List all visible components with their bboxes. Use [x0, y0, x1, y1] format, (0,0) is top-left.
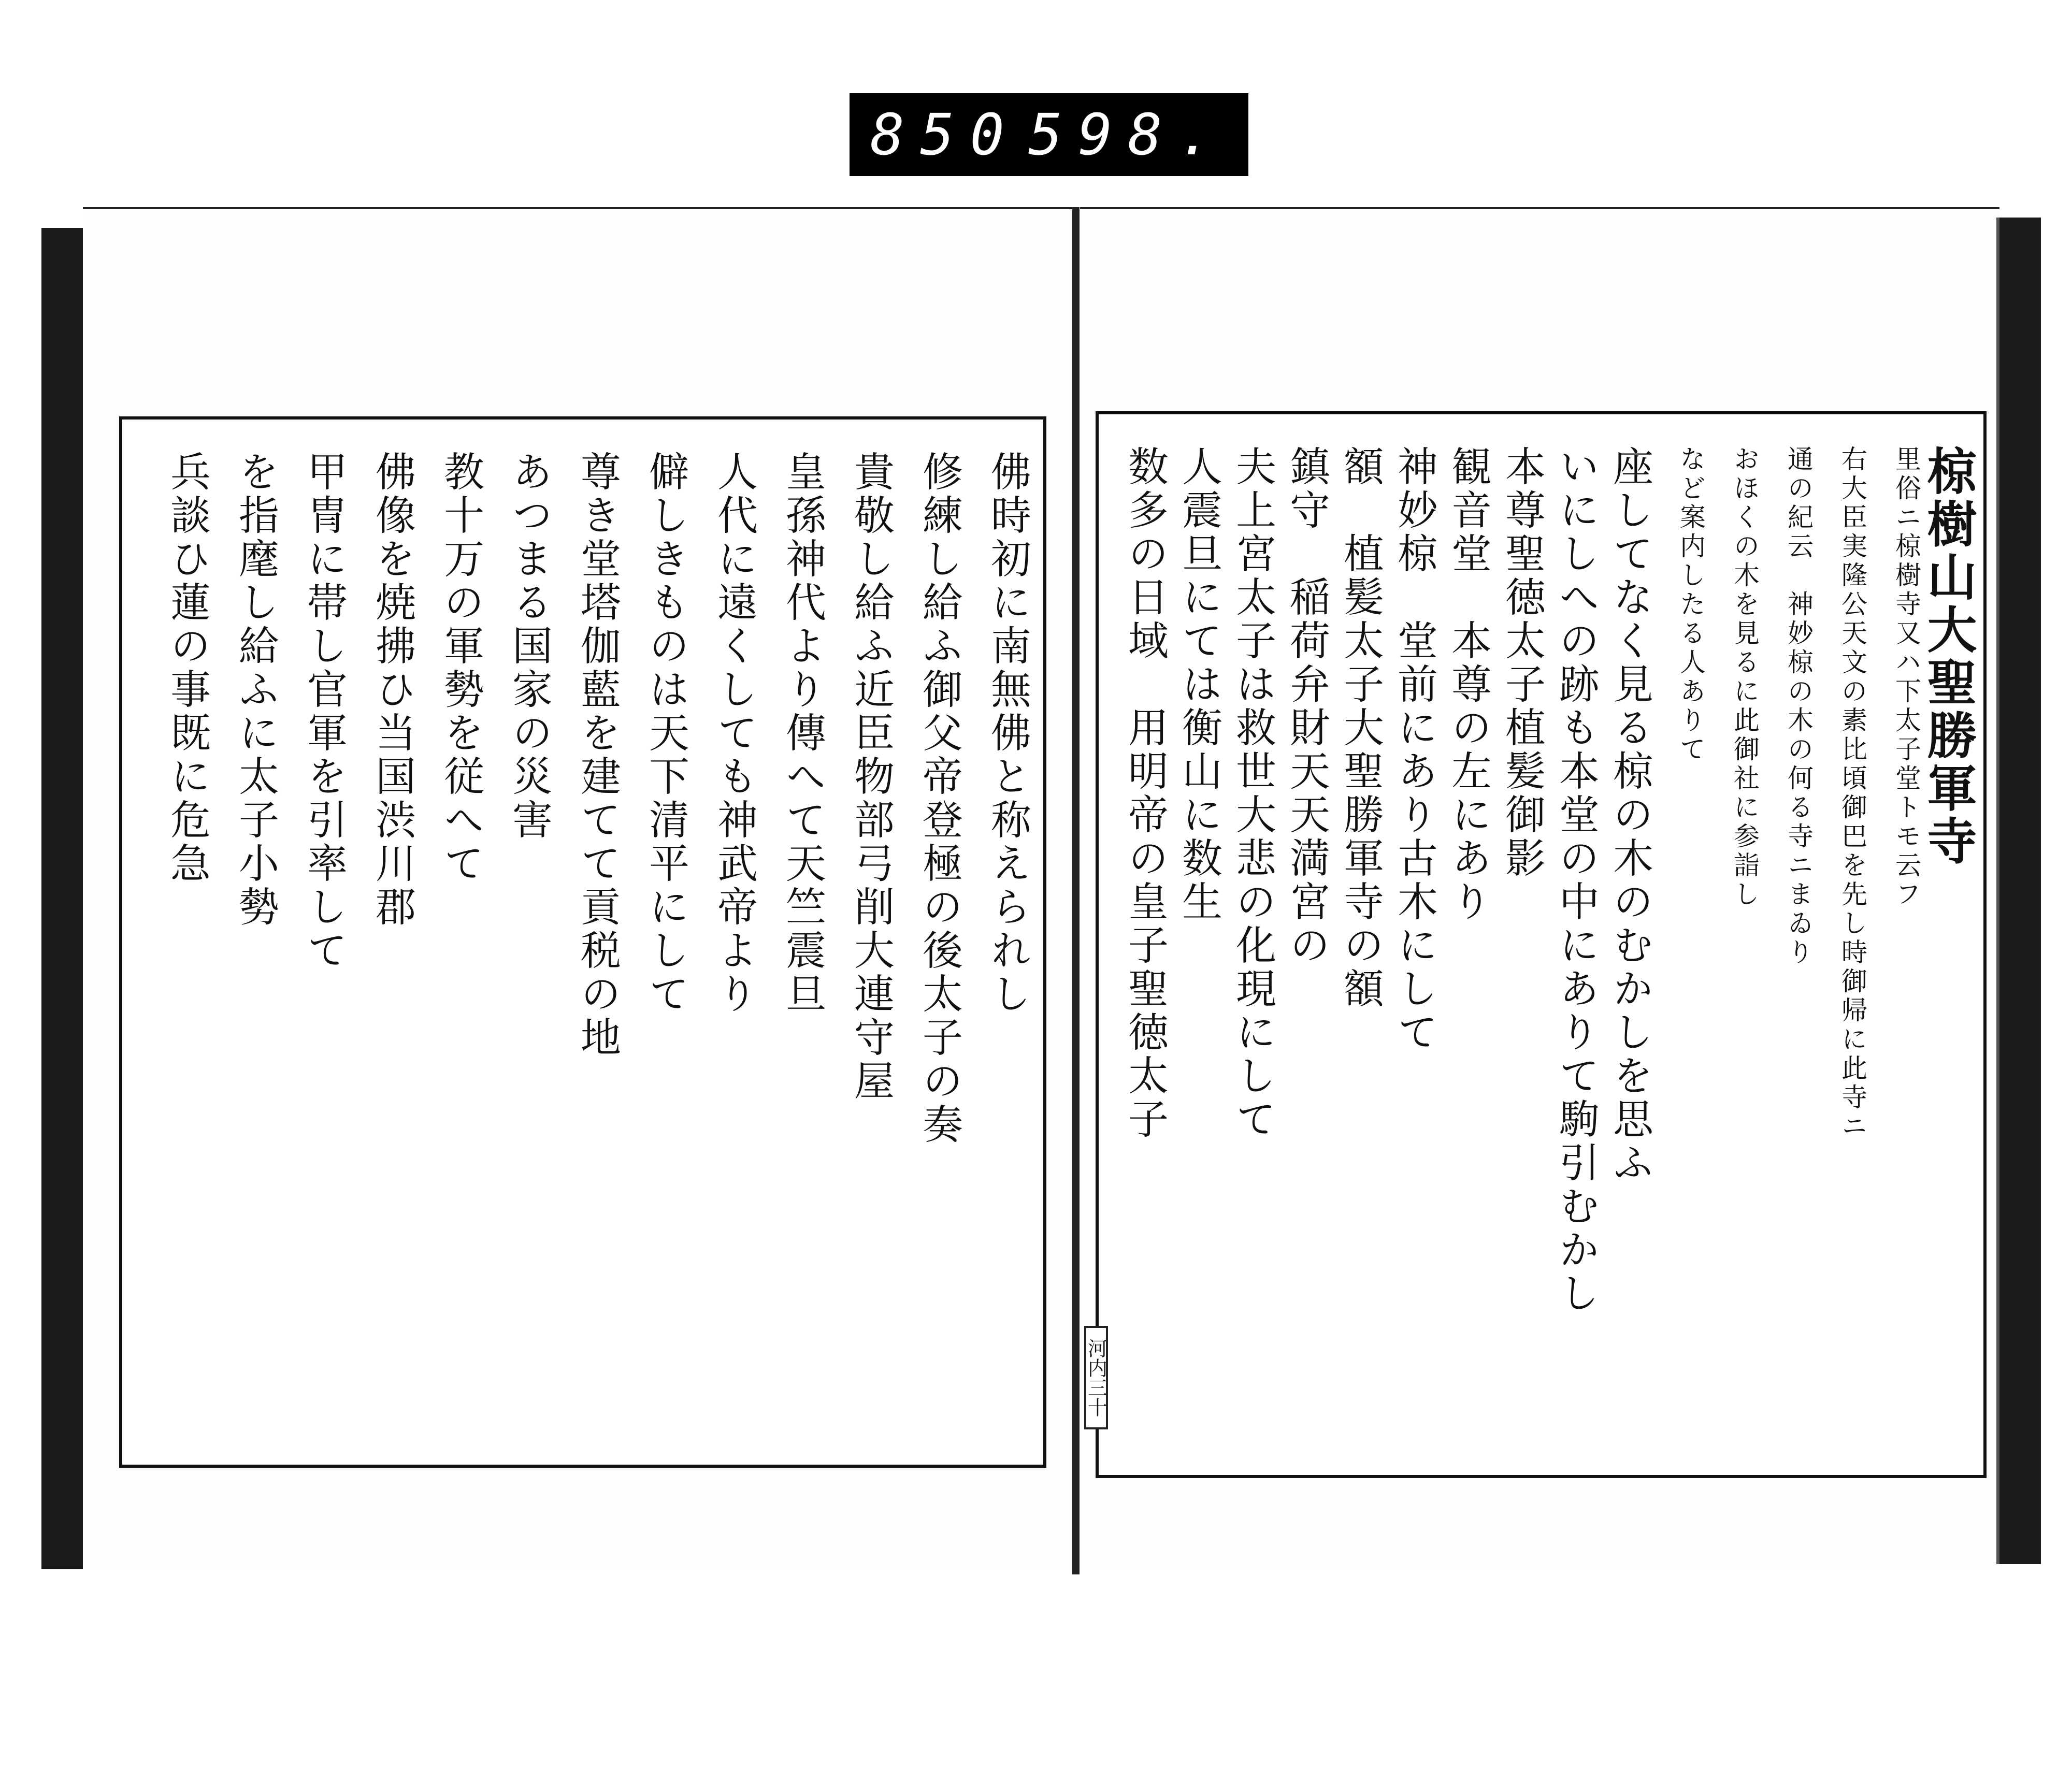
right-page	[1080, 207, 1999, 1569]
text-column: 数多の日域 用明帝の皇子聖徳太子	[1121, 445, 1168, 1141]
book-edge-left	[41, 228, 86, 1569]
text-column: 観音堂 本尊の左にあり	[1445, 445, 1491, 924]
text-column: 僻しきものは天下清平にして	[642, 451, 689, 1016]
left-page	[83, 207, 1077, 1569]
text-column: 兵談ひ蓮の事既に危急	[164, 451, 210, 886]
text-column: など案内したる人ありて	[1676, 445, 1706, 764]
text-column: 尊き堂塔伽藍を建てて貢税の地	[574, 451, 621, 1060]
text-column: 修練し給ふ御父帝登極の後太子の奏	[916, 451, 962, 1147]
text-column: 座してなく見る椋の木のむかしを思ふ	[1606, 445, 1653, 1185]
book-gutter	[1072, 207, 1080, 1574]
left-text-frame	[119, 416, 1046, 1468]
text-column: 通の紀云 神妙椋の木の何る寺ニまゐり	[1783, 445, 1814, 967]
text-column: あつまる国家の災害	[506, 451, 552, 842]
book-edge-right	[1996, 218, 2041, 1564]
open-book	[41, 207, 2041, 1585]
page-folio: 河内三十	[1084, 1326, 1108, 1429]
text-column: 佛像を焼拂ひ当国渋川郡	[369, 451, 415, 929]
text-column: 佛時初に南無佛と称えられし	[984, 451, 1031, 1016]
text-column: 里俗ニ椋樹寺又ハ下太子堂トモ云フ	[1891, 445, 1921, 909]
right-text-frame	[1084, 411, 1987, 1478]
text-column: 貴敬し給ふ近臣物部弓削大連守屋	[847, 451, 894, 1103]
text-column: 鎮守 稲荷弁財天天満宮の	[1283, 445, 1330, 967]
text-column: 人代に遠くしても神武帝より	[711, 451, 757, 1016]
text-column: おほくの木を見るに此御社に参詣し	[1730, 445, 1760, 909]
text-column: 甲冑に帯し官軍を引率して	[300, 451, 347, 973]
text-column: 夫上宮太子は救世大悲の化現にして	[1229, 445, 1276, 1141]
text-column: 額 植髪太子大聖勝軍寺の額	[1337, 445, 1384, 1011]
frame-number-left: 850	[870, 102, 1020, 168]
text-column: 人震旦にては衡山に数生	[1175, 445, 1222, 924]
text-column: 皇孫神代より傳へて天竺震旦	[779, 451, 826, 1016]
text-column: 椋樹山大聖勝軍寺	[1919, 445, 1978, 868]
frame-number-right: 598.	[1028, 102, 1228, 168]
text-column: を指麾し給ふに太子小勢	[232, 451, 279, 929]
text-column: 神妙椋 堂前にあり古木にして	[1391, 445, 1437, 1054]
text-column: 本尊聖徳太子植髪御影	[1499, 445, 1545, 880]
text-column: 教十万の軍勢を従へて	[437, 451, 484, 886]
text-column: いにしへの跡も本堂の中にありて駒引むかし	[1552, 445, 1599, 1315]
text-column: 右大臣実隆公天文の素比頃御巴を先し時御帰に此寺ニ	[1837, 445, 1867, 1141]
film-frame-label	[850, 93, 1248, 176]
